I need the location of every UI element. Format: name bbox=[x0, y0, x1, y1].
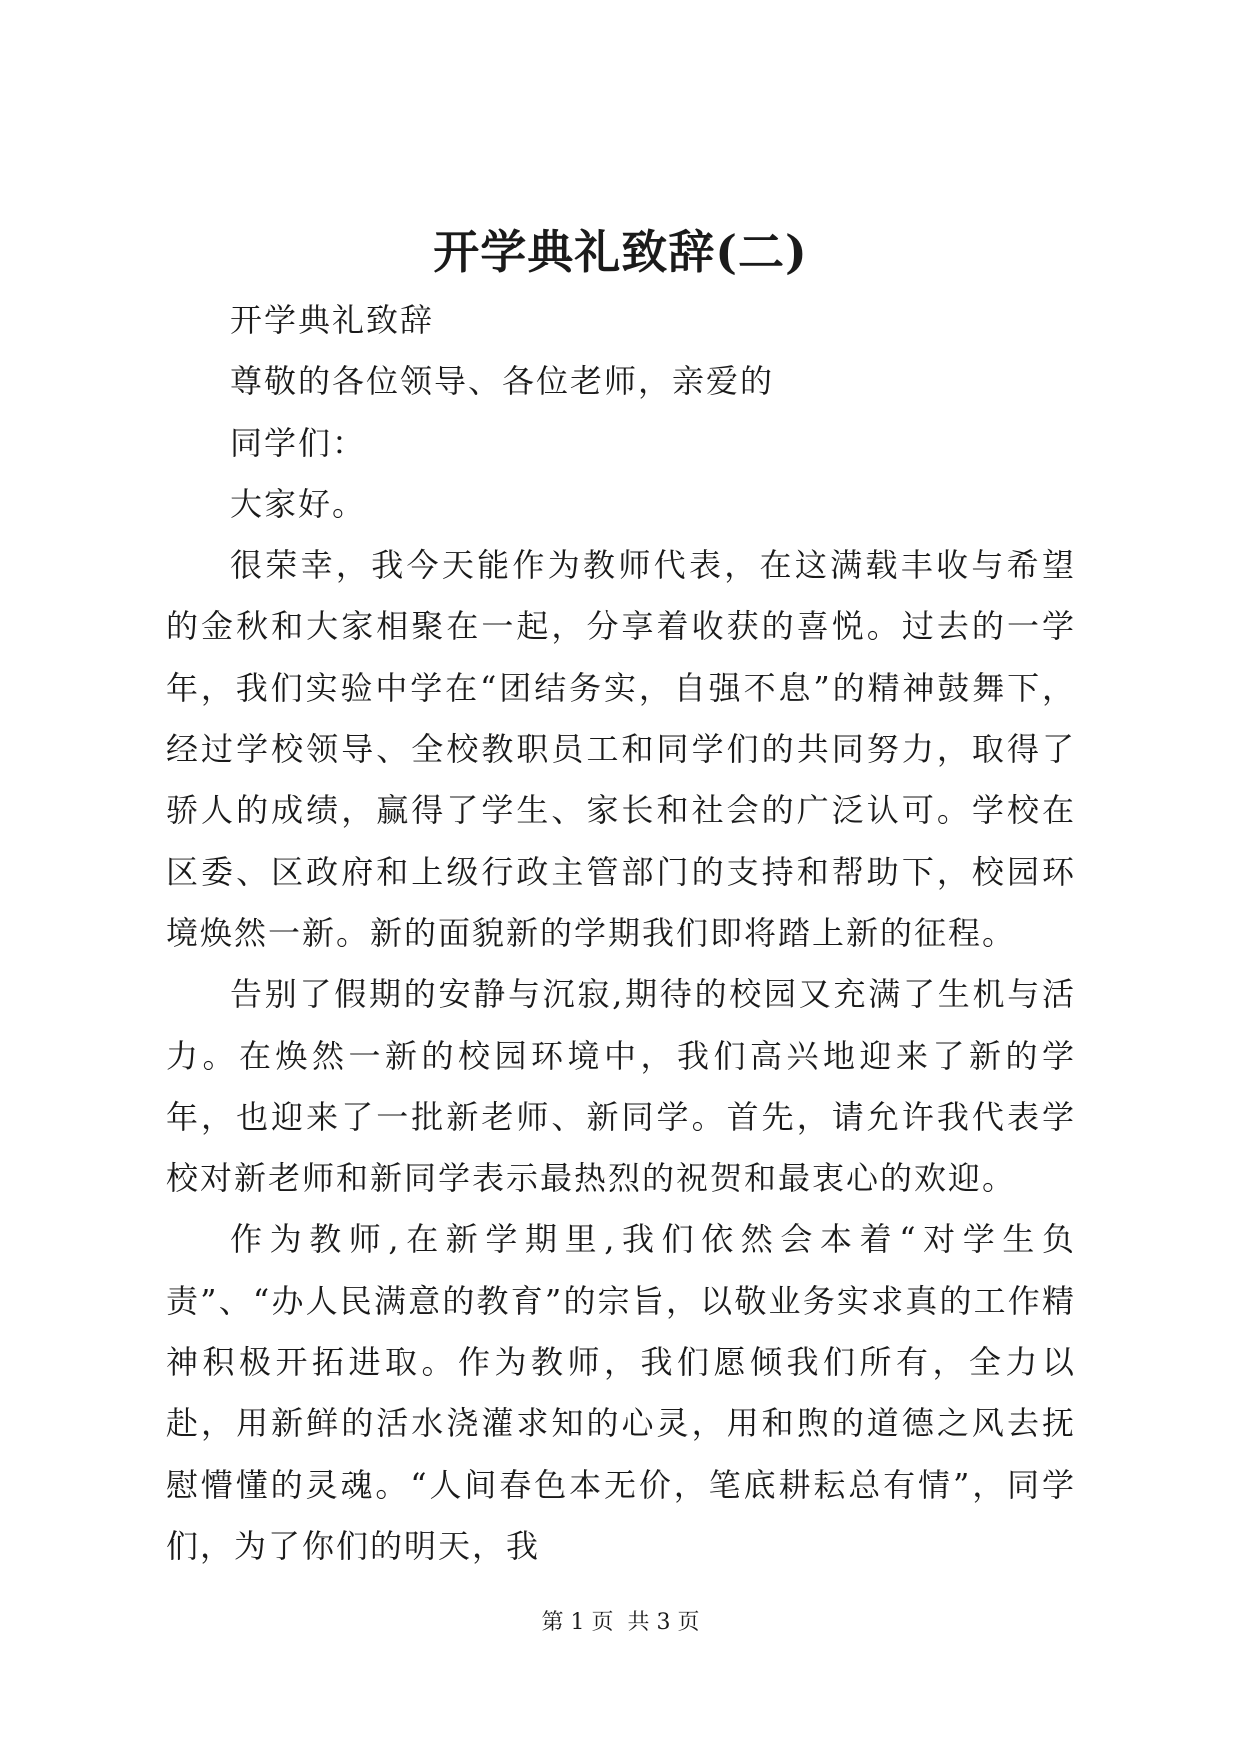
page-number-label: 第 1 页 共 3 页 bbox=[541, 1610, 700, 1635]
paragraph: 很荣幸，我今天能作为教师代表，在这满载丰收与希望的金秋和大家相聚在一起，分享着收获的喜悦。过去的一学年，我们实验中学在“团结务实，自强不息”的精神鼓舞下，经过学校领导、全校教职员工和同学们的共同努力，取得了骄人的成绩，赢得了学生、家长和社会的广泛认可。学校在区委、区政府和上级行政主管部门的支持和帮助下，校园环境焕然一新。新的面貌新的学期我们即将踏上新的征程。 bbox=[166, 546, 1076, 952]
paragraph: 大家好。 bbox=[230, 484, 367, 523]
page-footer bbox=[0, 1608, 1241, 1638]
paragraph: 同学们： bbox=[230, 423, 367, 462]
paragraph: 告别了假期的安静与沉寂,期待的校园又充满了生机与活力。在焕然一新的校园环境中，我们高兴地迎来了新的学年，也迎来了一批新老师、新同学。首先，请允许我代表学校对新老师和新同学表示最热烈的祝贺和最衷心的欢迎。 bbox=[166, 975, 1076, 1198]
paragraph: 作为教师,在新学期里,我们依然会本着“对学生负责”、“办人民满意的教育”的宗旨，以敬业务实求真的工作精神积极开拓进取。作为教师，我们愿倾我们所有，全力以赴，用新鲜的活水浇灌求知的心灵，用和煦的道德之风去抚慰懵懂的灵魂。“人间春色本无价，笔底耕耘总有情”，同学们，为了你们的明天，我 bbox=[166, 1220, 1076, 1565]
paragraph: 尊敬的各位领导、各位老师，亲爱的 bbox=[230, 362, 775, 401]
paragraph: 开学典礼致辞 bbox=[230, 301, 435, 339]
document-body bbox=[166, 290, 1076, 1577]
document-title: 开学典礼致辞(二) bbox=[433, 225, 808, 279]
